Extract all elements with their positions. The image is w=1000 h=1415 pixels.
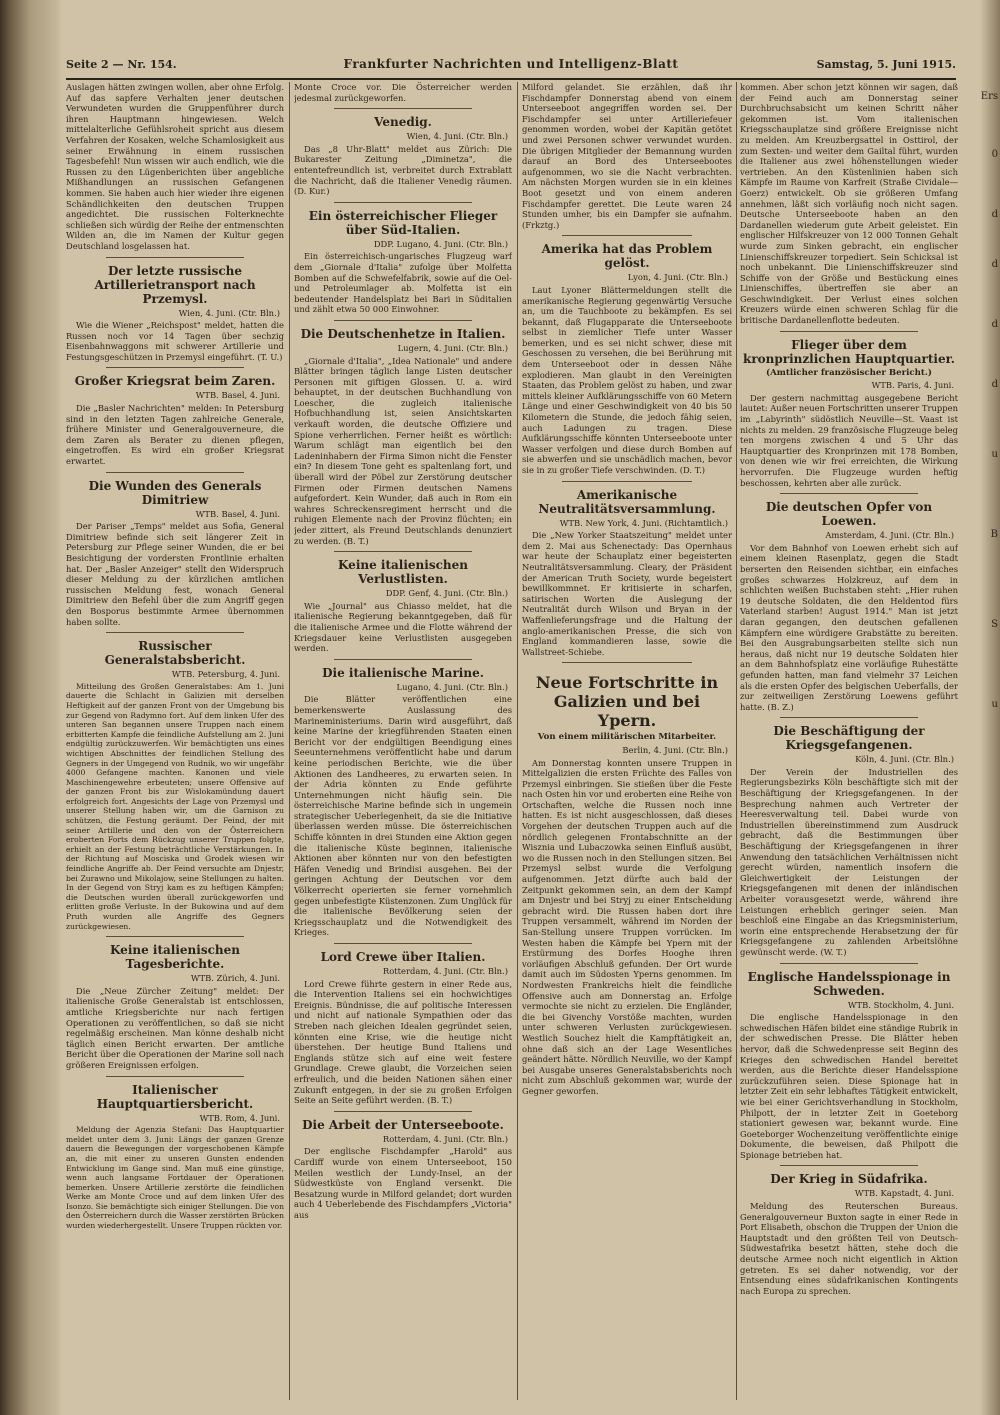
article-headline: Die Deutschenhetze in Italien.	[300, 326, 506, 341]
article-text: Milford gelandet. Sie erzählen, daß ihr Fischdampfer Donnerstag abend von einem Unterseeboot angegriffen worden sei. Der Fischdampfer sei unter Artilleriefeuer genommen worden, wobei der Kapitän getötet und zwei Personen schwer verwundet wurden. Die übrigen Mitglieder der Bemannung wurden darauf an Bord des Unterseebootes aufgenommen, wo sie die Nacht verbrachten. Am nächsten Morgen wurden sie in ein kleines Boot gesetzt und von einem anderen Fischdampfer gerettet. Die Leute waren 24 Stunden umher, bis ein Dampfer sie aufnahm. (Frkztg.)	[522, 82, 732, 230]
article-headline: Großer Kriegsrat beim Zaren.	[74, 374, 276, 389]
dateline: WTB. Paris, 4. Juni.	[871, 380, 954, 391]
article-text: Das „8 Uhr-Blatt" meldet aus Zürich: Die Bukarester Zeitung „Diminetza", die ententefreundlich ist, verbreitet durch Extrablatt die Nachricht, daß die Italiener Venedig räumen. (D. Kur.)	[294, 143, 512, 197]
article-separator	[334, 659, 472, 660]
issue-date: Samstag, 5. Juni 1915.	[816, 58, 956, 71]
article-separator	[562, 662, 692, 663]
article-text: kommen. Aber schon jetzt können wir sagen, daß der Feind auch am Donnerstag seiner Durchbruchsabsicht um keinen Schritt näher gekommen ist. Vom italienischen Kriegsschauplatze sind größere Ereignisse nicht zu melden. Am Kreuzbergsattel in Osttirol, der zum Sexten- und weiter dem Gailtal führt, wurden die Italiener aus zwei höhenstellungen wieder vertrieben. An den Küstenlinien haben sich Kämpfe im Raume von Karfreit (Straße Cividale—Goerz) entwickelt. Ob sie größeren Umfang annehmen, läßt sich vorläufig noch nicht sagen. Deutsche Unterseeboote haben an den Dardanellen wiederum gute Arbeit geleistet. Ein englischer Hilfskreuzer von 12 000 Tonnen Gehalt wurde zum Sinken gebracht, ein englischer Linienschiffskreuzer torpediert. Sein Schicksal ist noch unbekannt. Die Linienschiffskreuzer sind Schiffe von der Größe und Bestückung eines Linienschiffes, übertreffen sie aber an Geschwindigkeit. Der Verlust eines solchen Kreuzers würde einen schweren Schlag für die britische Dardanellenflotte bedeuten.	[740, 82, 958, 326]
dateline: WTB. Rom, 4. Juni.	[199, 1112, 280, 1123]
byline: Von einem militärischen Mitarbeiter.	[537, 732, 717, 743]
dateline: Rotterdam, 4. Juni. (Ctr. Bln.)	[382, 966, 508, 976]
article-separator	[334, 1111, 472, 1112]
dateline: DDP. Genf, 4. Juni. (Ctr. Bln.)	[385, 588, 508, 599]
article-separator	[334, 202, 472, 203]
article-text: Wie die Wiener „Reichspost" meldet, hatten die Russen noch vor 14 Tagen über sechzig Eisenbahnwaggons mit schwerer Artillerie und Festungsgeschützen in Przemysl eingeführt. (T. U.)	[66, 320, 284, 362]
edge-fragment: d	[991, 209, 998, 220]
dateline: Köln, 4. Juni. (Ctr. Bln.)	[855, 754, 954, 765]
article-headline: Keine italienischen Verlustlisten.	[338, 558, 468, 587]
page-header	[66, 56, 956, 80]
article-headline: Flieger über dem kronprinzlichen Hauptquartier.	[743, 337, 955, 366]
article-separator	[780, 493, 918, 494]
dateline: WTB. Stockholm, 4. Juni.	[847, 999, 954, 1010]
dateline: WTB. Basel, 4. Juni.	[195, 508, 280, 519]
edge-fragment: d	[991, 319, 998, 330]
article-separator	[334, 943, 472, 944]
article-text: Der Pariser „Temps" meldet aus Sofia, General Dimitriew befinde sich seit längerer Zeit in Petersburg zur Pflege seiner Wunden, die er bei Besichtigung der vordersten Frontlinie erhalten hat. Der „Basler Anzeiger" stellt den Widerspruch dieser Meldung zu der kürzlichen amtlichen russischen Meldung fest, wonach General Dimitriew den Befehl über die zum Angriff gegen den Bosporus bestimmte Armee übernommen haben sollte.	[66, 521, 284, 627]
dateline: Rotterdam, 4. Juni. (Ctr. Bln.)	[382, 1133, 508, 1144]
article-text: Lord Crewe führte gestern in einer Rede aus, die Intervention Italiens sei ein hochwichtiges Ereignis. Bündnisse, die auf politische Interessen und nicht auf nationale Sympathien oder das Streben nach gleichen Idealen gegründet seien, könnten eine Krise, wie die heutige nicht überstehen. Der heutige Bund Italiens und Englands stütze sich auf eine weit festere Grundlage. Crewe glaubt, die Vorzeichen seien erfreulich, und die beiden Nationen sähen einer Zukunft entgegen, in der sie zu großen Erfolgen Seite an Seite geführt werden. (B. T.)	[294, 978, 512, 1106]
article-headline: Die deutschen Opfer von Loewen.	[765, 500, 933, 529]
article-headline: Die Arbeit der Unterseeboote.	[302, 1117, 504, 1132]
article-separator	[106, 632, 244, 633]
column-4	[740, 82, 958, 1400]
article-separator	[780, 717, 918, 718]
article-headline: Amerikanische Neutralitätsversammlung.	[538, 487, 716, 516]
article-separator	[106, 1076, 244, 1077]
column-rule	[517, 82, 518, 1400]
article-text: Ein österreichisch-ungarisches Flugzeug warf dem „Giornale d'Italia" zufolge über Molfetta Bomben auf die Schwefelfabrik, sowie auf die Oel- und Petroleumlager ab. Molfetta ist ein bedeutender Handelsplatz bei Bari in Süditalien und zählt etwa 50 000 Einwohner.	[294, 251, 512, 315]
article-text: Meldung des Reuterschen Bureaus. Generalgouverneur Buxton sagte in einer Rede in Port Elisabeth, obschon die Truppen der Union die Hauptstadt und den größten Teil von Deutsch-Südwestafrika besetzt hätten, stehe doch die deutsche Armee noch nicht eigentlich in Aktion getreten. Es sei daher notwendig, vor der Entsendung eines südafrikanischen Kontingents nach Europa zu sprechen.	[740, 1201, 958, 1296]
dateline: WTB. Kapstadt, 4. Juni.	[854, 1188, 954, 1199]
article-text: Auslagen hätten zwingen wollen, aber ohne Erfolg. Auf das sapfere Verhalten jener deutschen Verwundeten wurden die Gruppenführer durch ihren Hauptmann hingewiesen. Welch mittelalterliche Gefühlsroheit spricht aus diesem Verfahren der Kosaken, welche Schamlosigkeit aus seiner Erwähnung in einem russischen Tagesbefehl! Nun wissen wir auch endlich, wie die Russen zu den Lügenberichten über angebliche Mißhandlungen an russischen Gefangenen kommen. Sie haben auch hier wieder ihre eigenen Schändlichkeiten den deutschen Truppen angedichtet. Die russischen Folterknechte schließen sich würdig der Reihe der entmenschten Wilden an, die im Namen der Kultur gegen Deutschland losgelassen hat.	[66, 82, 284, 251]
article-separator	[334, 320, 472, 321]
masthead-title: Frankfurter Nachrichten und Intelligenz-Blatt	[343, 57, 679, 71]
article-separator	[334, 108, 472, 109]
edge-fragment: 0	[991, 149, 998, 160]
article-separator	[106, 257, 244, 258]
edge-fragment: d	[991, 259, 998, 270]
article-headline: Lord Crewe über Italien.	[320, 950, 486, 964]
article-headline: Amerika hat das Problem gelöst.	[541, 242, 713, 271]
article-headline: Russischer Generalstabsbericht.	[104, 639, 246, 668]
dateline: Amsterdam, 4. Juni. (Ctr. Bln.)	[825, 530, 954, 541]
article-separator	[780, 331, 918, 332]
article-subheadline: (Amtlicher französischer Bericht.)	[766, 367, 932, 378]
edge-fragment: B	[990, 529, 998, 540]
dateline: Lugern, 4. Juni. (Ctr. Bln.)	[397, 342, 508, 353]
article-headline: Die italienische Marine.	[322, 665, 484, 680]
binding-gutter	[0, 0, 62, 1415]
article-text: Die „Basler Nachrichten" melden: In Petersburg sind in den letzten Tagen zahlreiche Generale, frühere Minister und Generalgouverneure, die dem Zaren als Berater zu dienen pflegen, eingetroffen. Es wird ein großer Kriegsrat erwartet.	[66, 403, 284, 467]
edge-fragment: u	[991, 449, 998, 460]
article-text: Mitteilung des Großen Generalstabes: Am 1. Juni dauerte die Schlacht in Galizien mit derselben Heftigkeit auf der ganzen Front von der Umgebung bis zur Gegend von Radymno fort. Auf dem linken Ufer des unteren San begannen unsere Truppen nach einem erbitterten Kampfe die feindliche Aufstellung am 2. Juni endgültig zurückzuwerfen. Wir bemächtigten uns eines wichtigen Abschnittes der feindlichen Stellung des Gegners in der Umgegend von Rudnik, wo wir ungefähr 4000 Gefangene machten. Kanonen und viele Maschinengewehre erbeuteten; unsere Offensive auf der ganzen Front bis zur Wislokamündung dauert erfolgreich fort. Angesichts der Lage von Przemysl und unserer Stellung haben wir, um die Garnison zu schützen, die Festung geräumt. Der Feind, der mit seiner Artillerie und den von der Österreichern eroberten Forts dem Rückzug unserer Truppen folgte, erhielt an der Festung beträchtliche Verstärkungen. In der Richtung auf Mosciska und Grodek wiesen wir feindliche Angriffe ab. Der Feind versuchte am Dnjestr, bei Zurawno und Mikolajow, seine Stellungen zu halten. In der Gegend von Stryj kam es zu heftigen Kämpfen; die Deutschen wurden überall zurückgeworfen und erlitten große Verluste. In der Bukowina und auf dem Pruth wurden alle Angriffe des Gegners zurückgewiesen.	[66, 681, 284, 931]
edge-fragment: d	[991, 379, 998, 390]
dateline: WTB. Zürich, 4. Juni.	[190, 973, 280, 984]
article-headline: Die Beschäftigung der Kriegsgefangenen.	[773, 724, 925, 753]
dateline: Wien, 4. Juni. (Ctr. Bln.)	[178, 307, 280, 318]
article-separator	[780, 1165, 918, 1166]
article-headline: Venedig.	[374, 115, 432, 130]
article-separator	[106, 367, 244, 368]
column-3	[522, 82, 732, 1400]
article-text: Laut Lyoner Blättermeldungen stellt die amerikanische Regierung gegenwärtig Versuche an, um die Tauchboote zu bekämpfen. Es sei bekannt, daß Flugapparate die Unterseeboote selbst in ziemlicher Tiefe unter Wasser bemerken, und es sei nicht schwer, diese mit Geschossen zu versehen, die bei Berührung mit dem Unterseeboot oder in dessen Nähe explodieren. Man glaubt in den Vereinigten Staaten, das Problem gelöst zu haben, und zwar mittels kleiner Aufklärungsschiffe von 60 Metern Länge und einer Geschwindigkeit von 40 bis 50 Kilometern die Stunde, die jedoch fähig seien, auch Ladungen zu tragen. Diese Aufklärungsschiffe könnten Unterseeboote unter Wasser verfolgen und diese durch Bomben auf sie abwerfen und sie unschädlich machen, bevor sie in zu großer Tiefe verschwinden. (D. T.)	[522, 284, 732, 475]
article-text: Der englische Fischdampfer „Harold" aus Cardiff wurde von einem Unterseeboot, 150 Meilen westlich der Lundy-Insel, an der Südwestküste von England versenkt. Die Besatzung wurde in Milford gelandet; dort wurden auch 4 Ueberlebende des Fischdampfers „Victoria" aus	[294, 1146, 512, 1220]
article-text: „Giornale d'Italia", „Idea Nationale" und andere Blätter bringen täglich lange Listen deutscher Personen mit giftigen Glossen. U. a. wird behauptet, in der deutschen Buchhandlung von Loescher, die zugleich italienische Hofbuchhandlung ist, seien Ansichtskarten verkauft worden, die deutsche Offiziere und Spione verherrlichen. Ferner heißt es wörtlich: Warum schlägt man eigentlich bei den Ladeninhabern der Firma Simon nicht die Fenster ein? In diesem Tone geht es spaltenlang fort, und überall wird der Pöbel zur Zerstörung deutscher Firmen oder Firmen deutschen Namens aufgefordert. Kein Wunder, daß auch in Rom ein wahres Schreckensregiment herrscht und die ruhigen Elemente nach der Provinz flüchten; ein jeder zittert, als Freund Deutschlands denunziert zu werden. (B. T.)	[294, 355, 512, 546]
article-headline-major: Neue Fortschritte in Galizien und bei Ypern.	[535, 673, 719, 731]
article-text: Vor dem Bahnhof von Loewen erhebt sich auf einem kleinen Rasenplatz, gegen die Stadt berserten den Reisenden sichtbar, ein einfaches großes schwarzes Holzkreuz, auf dem in schlichten weißen Buchstaben steht: „Hier ruhen 19 deutsche Soldaten, die den Heldentod fürs Vaterland starben! August 1914." Man ist jetzt daran gegangen, den deutschen gefallenen Kämpfern eine würdigere Grabstätte zu bereiten. Bei den Ausgrabungsarbeiten stellte sich nun heraus, daß nicht nur 19 deutsche Soldaten hier an dem Bahnhofsplatz eine vorläufige Ruhestätte gefunden hatten, man fand vielmehr 37 Leichen als die ersten Opfer des belgischen Ueberfalls, der zur zeitweiligen Zerstörung Loewens geführt hatte. (B. Z.)	[740, 542, 958, 712]
dateline: WTB. Petersburg, 4. Juni.	[171, 669, 280, 680]
adjacent-page-edge	[980, 0, 1000, 1415]
article-text: Der gestern nachmittag ausgegebene Bericht lautet: Außer neuen Fortschritten unserer Truppen im „Labyrinth" südöstlich Neuville—St. Vaast ist nichts zu melden. 29 französische Flugzeuge beleg ten morgens zwischen 4 und 5 Uhr das Hauptquartier des Kronprinzen mit 178 Bomben, von denen wie wir frei erreichten, die Wirkung hervorrufen. Die Flugzeuge wurden heftig beschossen, kehrten aber alle zurück.	[740, 392, 958, 488]
article-text: Die Blätter veröffentlichen eine bemerkenswerte Auslassung des Marineministeriums. Darin wird ausgeführt, daß keine Marine der kriegführenden Staaten einen Bericht vor der endgültigen Beendigung eines Seeunternehmens veröffentlicht habe und darum keine periodischen Berichte, wie die über Aktionen des Landheeres, zu erwarten seien. In der Adria könnten zu Ende geführte Unternehmungen nicht häufig sein. Die österreichische Marine befinde sich in ungemein strategischer Ueberlegenheit, da sie die Initiative überlassen werden müsse. Die österreichischen Schiffe könnten in drei Stunden eine Aktion gegen die italienische Küste beginnen, italienische Aktionen aber könnten nur von den befestigten Häfen Venedig und Brindisi ausgehen. Bei der geringen Achtung der Deutschen vor dem Völkerrecht operierten sie ferner vornehmlich gegen unbefestigte Küstenzonen. Zum Unglück für die italienische Bevölkerung seien der Kriegsschauplatz und die Notwendigkeit des Krieges.	[294, 694, 512, 938]
article-headline: Die Wunden des Generals Dimitriew	[88, 478, 262, 507]
edge-fragment: u	[991, 699, 998, 710]
article-separator	[562, 481, 692, 482]
edge-fragment: Ers	[980, 91, 998, 102]
article-text: Am Donnerstag konnten unsere Truppen in Mittelgalizien die ersten Früchte des Falles von Przemysl einbringen. Sie stießen über die Feste nach Osten hin vor und eroberten eine Reihe von Ortschaften, welche die Russen noch inne hatten. Es ist nicht ausgeschlossen, daß dieses Vorgehen der deutschen Truppen auch auf die nördlich gelegenen Frontabschnitte an der Wisznia und Lubaczowka seinen Einfluß ausübt, wo die Russen noch in den Stellungen sitzen. Bei Przemysl selbst wurde die Verfolgung aufgenommen. Jetzt dürfte auch bald der Zeitpunkt gekommen sein, an dem der Kampf am Dnjestr und bei Stryj zu einer Entscheidung gebracht wird. Die Russen haben dort ihre Truppen versammelt, während im Norden der San-Stellung unsere Truppen vorrücken. Im Westen haben die Kämpfe bei Ypern mit der Erstürmung des Dorfes Hooghe ihren vorläufigen Abschluß gefunden. Der Ort wurde damit auch im Südosten Yperns genommen. Im Nordwesten Frankreichs hielt die feindliche Offensive auch am Donnerstag an. Erfolge vermochte sie nicht zu erzielen. Die Engländer, die bei Givenchy Vorstöße machten, wurden unter schweren Verlusten zurückgewiesen. Westlich Souchez hielt die Kampftätigkeit an, ohne daß sich an der Lage Wesentliches geändert hätte. Nördlich Neuville, wo der Kampf bei Ausgabe unseres Generalstabsberichts noch nicht zum Abschluß gekommen war, wurde der Gegner geworfen.	[522, 757, 732, 1096]
article-headline: Keine italienischen Tagesberichte.	[110, 943, 240, 972]
article-headline: Englische Handelsspionage in Schweden.	[747, 969, 951, 998]
article-separator	[106, 936, 244, 937]
article-text: Die „Neue Zürcher Zeitung" meldet: Der italienische Große Generalstab ist entschlossen, amtliche Kriegsberichte nur nach fertigen Operationen zu veröffentlichen, so daß sie nicht regelmäßig erscheinen. Man könne deshalb nicht täglich einen Bericht erwarten. Der amtliche Bericht über die Operationen der Marine soll nach größeren Ereignissen erfolgen.	[66, 985, 284, 1070]
article-text: Die „New Yorker Staatszeitung" meldet unter dem 2. Mai aus Schenectady: Das Opernhaus war heute der Schauplatz einer begeisterten Neutralitätsversammlung. Cleary, der Präsident der American Truth Society, wurde begeistert bewillkommnet. Er kritisierte in scharfen, satirischen Worten die Auslegung der Neutralität durch Wilson und Bryan in der Waffenlieferungsfrage und die Haltung der anglo-amerikanischen Presse, die sich von England kommandieren lasse, sowie die Wallstreet-Schiebe.	[522, 530, 732, 657]
dateline: Wien, 4. Juni. (Ctr. Bln.)	[406, 131, 508, 142]
edge-fragment: S	[991, 619, 998, 630]
column-2	[294, 82, 512, 1400]
article-headline: Italienischer Hauptquartiersbericht.	[96, 1082, 254, 1111]
page-number: Seite 2 — Nr. 154.	[66, 58, 177, 71]
article-text: Meldung der Agenzia Stefani: Das Hauptquartier meldet unter dem 3. Juni: Längs der ganzen Grenze dauern die Bewegungen der vorgeschobenen Kämpfe an, die mit einer zu unseren Gunsten endenden Entwicklung im Gange sind. Man muß eine günstige, wenn auch langsame Fortdauer der Operationen bemerken. Unsere Artillerie zerstörte die feindlichen Werke am Monte Croce und auf dem linken Ufer des Isonzo. Sie bemächtigte sich einiger Stellungen. Die von den Österreichern durch die Wasser zerstörten Brücken wurden wiederhergestellt. Unsere Truppen rückten vor.	[66, 1125, 284, 1231]
dateline: WTB. New York, 4. Juni. (Richtamtlich.)	[559, 517, 728, 528]
dateline: Lugano, 4. Juni. (Ctr. Bln.)	[396, 681, 508, 692]
article-text: Der Verein der Industriellen des Regierungsbezirks Köln beschäftigte sich mit der Beschäftigung der Kriegsgefangenen. In der Besprechung nahmen auch Vertreter der Heeresverwaltung teil. Dabei wurde von Industriellen übereinstimmend zum Ausdruck gebracht, daß die Bestimmungen über Beschäftigung der Kriegsgefangenen in ihrer Anwendung den tatsächlichen Verhältnissen nicht gerecht würden, namentlich insofern die Gleichwertigkeit der Leistungen der Kriegsgefangenen mit denen der inländischen Arbeiter vorausgesetzt werde, während ihre Leistungen erheblich geringer seien. Man beschloß eine Eingabe an das Kriegsministerium, worin eine entsprechende Herabsetzung der für Kriegsgefangene zu zahlenden Arbeitslöhne gewünscht werde. (W. T.)	[740, 766, 958, 957]
column-1	[66, 82, 284, 1400]
article-separator	[780, 963, 918, 964]
article-separator	[106, 472, 244, 473]
article-separator	[562, 235, 692, 236]
article-headline: Ein österreichischer Flieger über Süd-Italien.	[308, 208, 498, 237]
article-text: Monte Croce vor. Die Österreicher werden jedesmal zurückgeworfen.	[294, 82, 512, 103]
article-headline: Der Krieg in Südafrika.	[770, 1172, 928, 1187]
article-headline: Der letzte russische Artillerietransport nach Przemysl.	[94, 263, 256, 306]
dateline: Berlin, 4. Juni. (Ctr. Bln.)	[622, 744, 728, 755]
dateline: Lyon, 4. Juni. (Ctr. Bln.)	[627, 272, 728, 283]
article-text: Die englische Handelsspionage in den schwedischen Häfen bildet eine ständige Rubrik in der schwedischen Presse. Die Blätter heben hervor, daß die Schwedenpresse seit Beginn des Krieges den schwedischen Handel bereitet werden, aus die Berichte dieser Handelsspione zurückzuführen seien. Diese Spionage hat in letzter Zeit ein sehr lebhaftes Tätigkeit entwickelt, wie bei einer Gerichtsverhandlung in Stockholm, Philpott, der in letzter Zeit in Goeteborg stationiert gewesen war, bekannt wurde. Eine Goeteborger Wochenzeitung veröffentlichte einige Dokumente, die beweisen, daß Philpott die Spionage betrieben hat.	[740, 1012, 958, 1160]
dateline: WTB. Basel, 4. Juni.	[195, 390, 280, 401]
article-text: Wie „Journal" aus Chiasso meldet, hat die italienische Regierung bekanntgegeben, daß für die italienische Armee und die Flotte während der Kriegsdauer keine Verlustlisten ausgegeben werden.	[294, 600, 512, 654]
dateline: DDP. Lugano, 4. Juni. (Ctr. Bln.)	[373, 238, 508, 249]
column-rule	[736, 82, 737, 1400]
article-separator	[334, 551, 472, 552]
column-rule	[289, 82, 290, 1400]
